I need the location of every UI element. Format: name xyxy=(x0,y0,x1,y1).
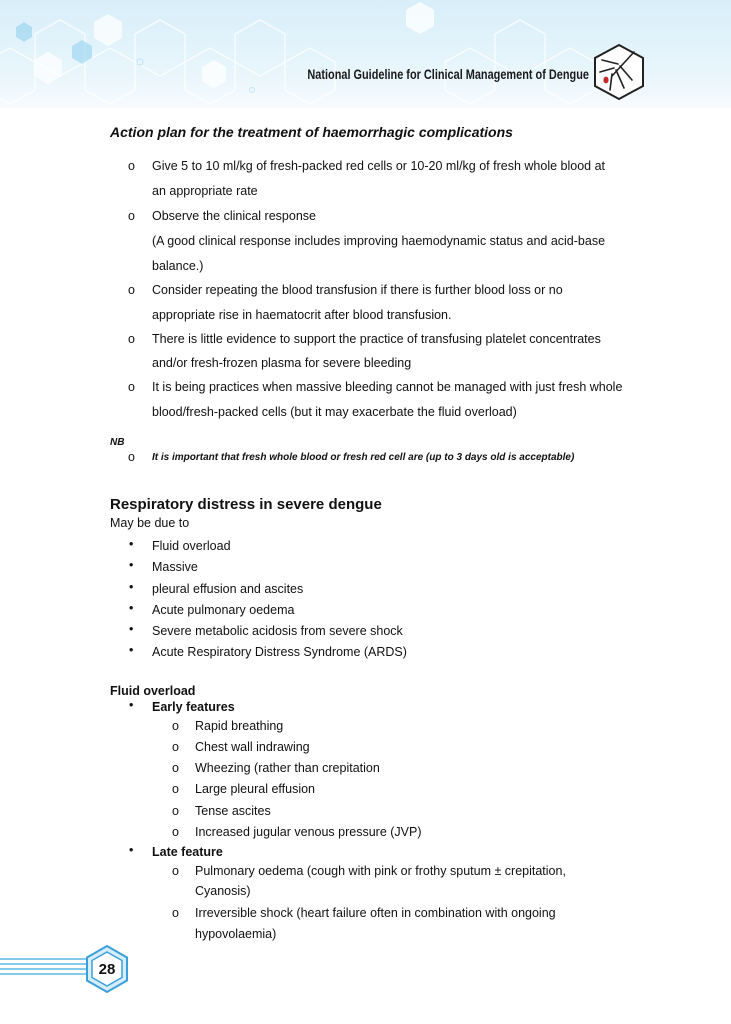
disc-bullet-marker: • xyxy=(129,843,134,857)
mosquito-logo-icon xyxy=(590,42,648,102)
respiratory-intro: May be due to xyxy=(110,516,190,530)
disc-bullet-marker: • xyxy=(129,601,134,615)
circle-bullet-marker: o xyxy=(172,761,179,775)
circle-bullet-marker: o xyxy=(128,159,135,173)
fluid-overload-heading: Fluid overload xyxy=(110,684,196,698)
circle-bullet-marker: o xyxy=(128,380,135,394)
respiratory-item: Fluid overload xyxy=(152,539,231,553)
action-line: an appropriate rate xyxy=(152,184,258,198)
action-line: appropriate rise in haematocrit after blood transfusion. xyxy=(152,308,452,322)
action-line: Observe the clinical response xyxy=(152,209,316,223)
respiratory-item: pleural effusion and ascites xyxy=(152,582,304,596)
respiratory-heading: Respiratory distress in severe dengue xyxy=(110,496,382,513)
disc-bullet-marker: • xyxy=(129,537,134,551)
circle-bullet-marker: o xyxy=(128,450,135,464)
late-feature-label: Late feature xyxy=(152,845,223,859)
late-feature-line: hypovolaemia) xyxy=(195,927,277,941)
action-line: and/or fresh-frozen plasma for severe bleeding xyxy=(152,356,412,370)
disc-bullet-marker: • xyxy=(129,698,134,712)
early-features-label: Early features xyxy=(152,700,235,714)
circle-bullet-marker: o xyxy=(172,825,179,839)
circle-bullet-marker: o xyxy=(172,719,179,733)
disc-bullet-marker: • xyxy=(129,580,134,594)
action-plan-heading: Action plan for the treatment of haemorrhagic complications xyxy=(110,124,513,140)
disc-bullet-marker: • xyxy=(129,622,134,636)
early-feature-item: Increased jugular venous pressure (JVP) xyxy=(195,825,422,839)
guideline-title: National Guideline for Clinical Management of Dengue xyxy=(307,66,589,82)
circle-bullet-marker: o xyxy=(172,906,179,920)
respiratory-item: Severe metabolic acidosis from severe shock xyxy=(152,624,403,638)
page-number: 28 xyxy=(98,961,116,978)
disc-bullet-marker: • xyxy=(129,643,134,657)
early-feature-item: Chest wall indrawing xyxy=(195,740,310,754)
nb-label: NB xyxy=(110,437,125,448)
circle-bullet-marker: o xyxy=(172,804,179,818)
action-line: There is little evidence to support the practice of transfusing platelet concentrates xyxy=(152,332,601,346)
late-feature-line: Cyanosis) xyxy=(195,884,251,898)
respiratory-item: Massive xyxy=(152,560,198,574)
respiratory-item: Acute pulmonary oedema xyxy=(152,603,295,617)
early-feature-item: Wheezing (rather than crepitation xyxy=(195,761,380,775)
early-feature-item: Tense ascites xyxy=(195,804,271,818)
respiratory-item: Acute Respiratory Distress Syndrome (ARDS) xyxy=(152,645,407,659)
circle-bullet-marker: o xyxy=(172,864,179,878)
early-feature-item: Large pleural effusion xyxy=(195,782,315,796)
page-header xyxy=(0,0,731,108)
action-line: balance.) xyxy=(152,259,204,273)
action-line: It is being practices when massive bleeding cannot be managed with just fresh whole xyxy=(152,380,623,394)
action-line: blood/fresh-packed cells (but it may exacerbate the fluid overload) xyxy=(152,405,517,419)
early-feature-item: Rapid breathing xyxy=(195,719,284,733)
action-line: Consider repeating the blood transfusion if there is further blood loss or no xyxy=(152,283,563,297)
circle-bullet-marker: o xyxy=(128,332,135,346)
action-line: Give 5 to 10 ml/kg of fresh-packed red cells or 10-20 ml/kg of fresh whole blood at xyxy=(152,159,606,173)
late-feature-line: Pulmonary oedema (cough with pink or frothy sputum ± crepitation, xyxy=(195,864,566,878)
disc-bullet-marker: • xyxy=(129,558,134,572)
action-line: (A good clinical response includes improving haemodynamic status and acid-base xyxy=(152,234,606,248)
circle-bullet-marker: o xyxy=(128,209,135,223)
circle-bullet-marker: o xyxy=(172,740,179,754)
circle-bullet-marker: o xyxy=(128,283,135,297)
late-feature-line: Irreversible shock (heart failure often in combination with ongoing xyxy=(195,906,556,920)
nb-note: It is important that fresh whole blood or fresh red cell are (up to 3 days old is acceptable) xyxy=(152,452,575,463)
circle-bullet-marker: o xyxy=(172,782,179,796)
